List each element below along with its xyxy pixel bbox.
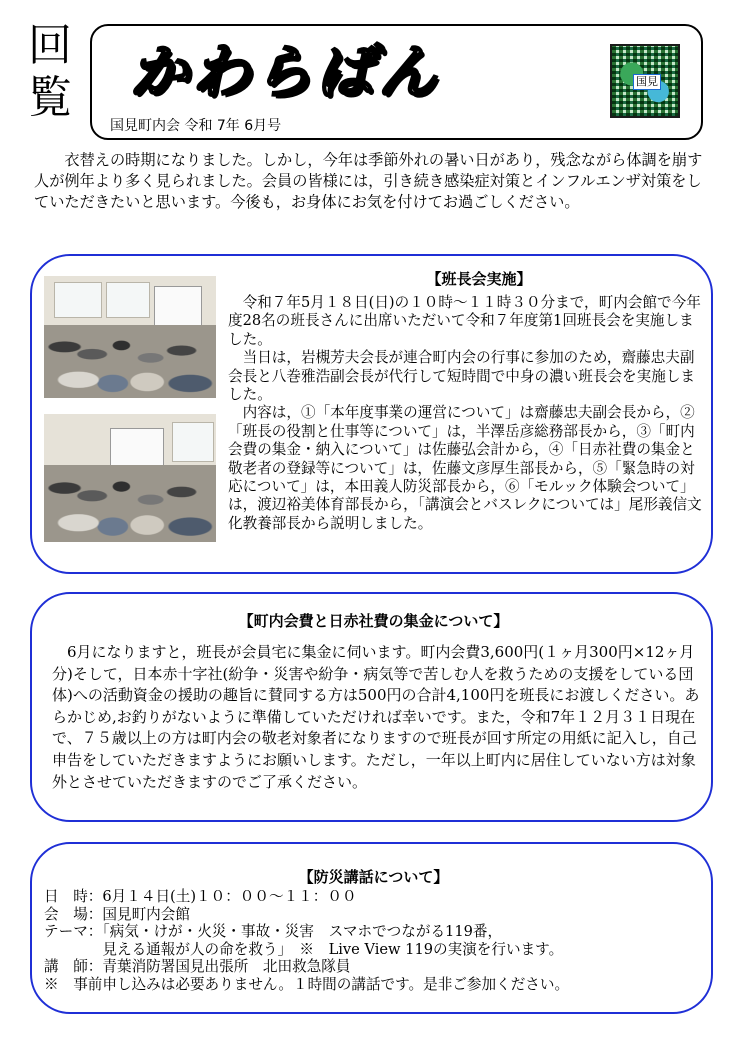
dues-section <box>30 592 713 822</box>
circulation-char: 回 <box>28 20 72 71</box>
intro-paragraph: 衣替えの時期になりました。しかし，今年は季節外れの暑い日があり，残念ながら体調を崩す人が例年より多く見られました。会員の皆様には，引き続き感染症対策とインフルエンザ対策をしていただきたいと思います。今後も，お身体にお気を付けてお過ごしください。 <box>34 151 703 211</box>
circulation-char: 覧 <box>28 72 72 123</box>
meeting-paragraph: 内容は，①「本年度事業の運営について」は齋藤忠夫副会長から，②「班長の役割と仕事等について」は，半澤岳彦総務部長から，③「町内会費の集金・納入について」は佐藤弘会計から，④「日赤社費の集金と敬老者の登録等について」は，佐藤文彦厚生部長から，⑤「緊急時の対応について」は，本田義人防災部長から，⑥「モルック体験会ついて」は，渡辺裕美体育部長から，「講演会とバスレクについては」尾形義信文化教養部長から説明しました。 <box>228 404 702 532</box>
newsletter-masthead <box>90 24 703 140</box>
dues-heading: 【町内会費と日赤社費の集金について】 <box>238 612 509 630</box>
circulation-label <box>22 20 78 124</box>
lecture-theme-continued: 見える通報が人の命を救う」 ※ Live View 119の実演を行います。 <box>44 940 564 958</box>
lecture-section <box>30 842 713 1014</box>
lecture-note: ※ 事前申し込みは必要ありません。１時間の講話です。是非ご参加ください。 <box>44 975 570 993</box>
meeting-paragraph: 当日は，岩槻芳夫会長が連合町内会の行事に参加のため，齋藤忠夫副会長と八巻雅浩副会長が代行して短時間で中身の濃い班長会を実施しました。 <box>228 349 696 404</box>
lecture-date: 日 時：6月１４日(土)１０：００～１１：００ <box>44 888 357 905</box>
newsletter-logo: かわらばん <box>130 38 441 106</box>
meeting-heading: 【班長会実施】 <box>426 270 532 288</box>
meeting-photo-icon <box>44 276 216 398</box>
lecture-theme: テーマ：「病気・けが・火災・事故・災害 スマホでつながる119番， <box>44 923 503 941</box>
qr-code-label: 国見 <box>633 74 661 90</box>
meeting-paragraph: 令和７年5月１８日(日)の１０時～１１時３０分まで，町内会館で今年度28名の班長さんに出席いただいて令和７年度第1回班長会を実施しました。 <box>228 294 701 348</box>
lecture-speaker: 講 師：青葉消防署国見出張所 北田救急隊員 <box>44 958 351 976</box>
meeting-report <box>228 294 708 533</box>
issue-subtitle: 国見町内会 令和 7年 6月号 <box>110 118 282 134</box>
qr-code-icon[interactable] <box>610 44 680 118</box>
meeting-section <box>30 254 713 574</box>
lecture-heading: 【防災講話について】 <box>298 868 449 886</box>
dues-paragraph: 6月になりますと，班長が会員宅に集金に伺います。町内会費3,600円(１ヶ月300円×12ヶ月分)そして，日本赤十字社(紛争・災害や紛争・病気等で苦しむ人を救うための支援をしている団体)への活動資金の援助の趣旨に賛同する方は500円の合計4,100円を班長にお渡しください。あらかじめ,お釣りがないように準備していただければ幸いです。また，令和7年１２月３１日現在で、７５歳以上の方は町内会の敬老対象者になりますので班長が回す所定の用紙に記入し，自己申告をしていただきますようにお願いします。ただし，一年以上町内に居住していない方は対象外とさせていただきますのでご了承ください。 <box>52 643 700 791</box>
lecture-details <box>44 888 704 994</box>
meeting-photo-icon <box>44 414 216 542</box>
lecture-venue: 会 場：国見町内会館 <box>44 905 190 923</box>
